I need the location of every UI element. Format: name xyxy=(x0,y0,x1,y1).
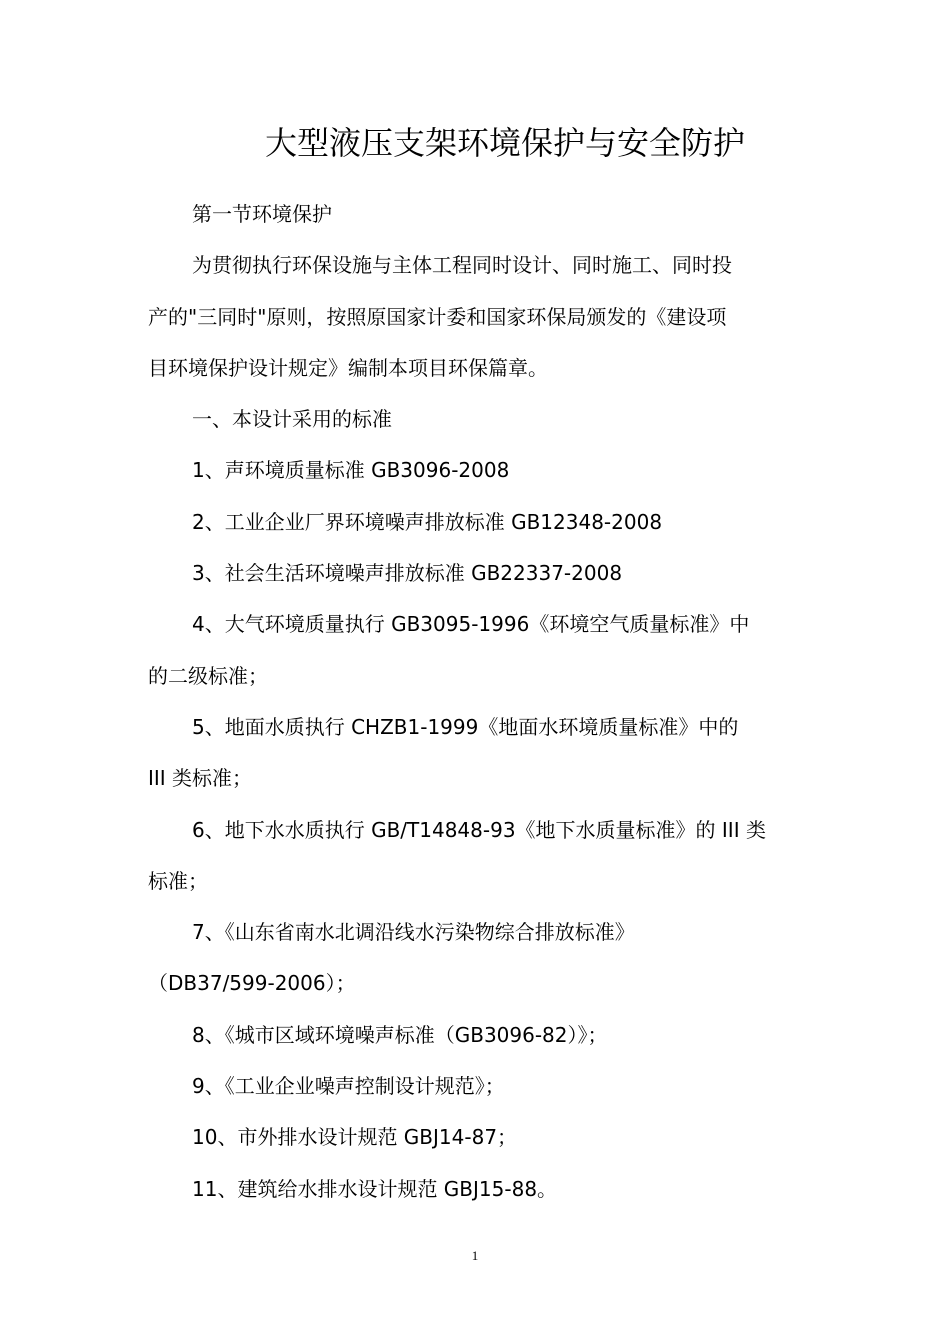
paragraph-line: 产的"三同时"原则，按照原国家计委和国家环保局颁发的《建设项 xyxy=(148,304,727,329)
list-item: 11、建筑给水排水设计规范 GBJ15-88。 xyxy=(192,1176,558,1201)
section-heading: 第一节环境保护 xyxy=(192,202,332,226)
list-item: 9、《工业企业噪声控制设计规范》； xyxy=(192,1074,505,1099)
list-item-continuation: （DB37/599-2006）； xyxy=(148,971,356,996)
list-item: 8、《城市区域环境噪声标准（GB3096-82）》； xyxy=(192,1022,608,1047)
list-item: 1、声环境质量标准 GB3096-2008 xyxy=(192,458,510,483)
list-item: 6、地下水水质执行 GB/T14848-93《地下水质量标准》的 III 类 xyxy=(192,817,766,842)
list-item: 5、地面水质执行 CHZB1-1999《地面水环境质量标准》中的 xyxy=(192,714,739,739)
list-item: 4、大气环境质量执行 GB3095-1996《环境空气质量标准》中 xyxy=(192,612,750,637)
paragraph-line: 为贯彻执行环保设施与主体工程同时设计、同时施工、同时投 xyxy=(192,253,732,278)
list-item-continuation: III 类标准； xyxy=(148,766,253,791)
list-item: 2、工业企业厂界环境噪声排放标准 GB12348-2008 xyxy=(192,509,663,534)
list-item-continuation: 的二级标准； xyxy=(148,663,268,688)
document-title: 大型液压支架环境保护与安全防护 xyxy=(264,124,745,162)
list-item-continuation: 标准； xyxy=(148,868,208,893)
list-item: 7、《山东省南水北调沿线水污染物综合排放标准》 xyxy=(192,920,635,945)
list-item: 10、市外排水设计规范 GBJ14-87； xyxy=(192,1125,518,1150)
page-number: 1 xyxy=(471,1248,479,1263)
paragraph-line: 目环境保护设计规定》编制本项目环保篇章。 xyxy=(148,355,548,380)
document-body xyxy=(148,189,808,1215)
subsection-heading: 一、本设计采用的标准 xyxy=(192,407,392,432)
list-item: 3、社会生活环境噪声排放标准 GB22337-2008 xyxy=(192,561,623,586)
